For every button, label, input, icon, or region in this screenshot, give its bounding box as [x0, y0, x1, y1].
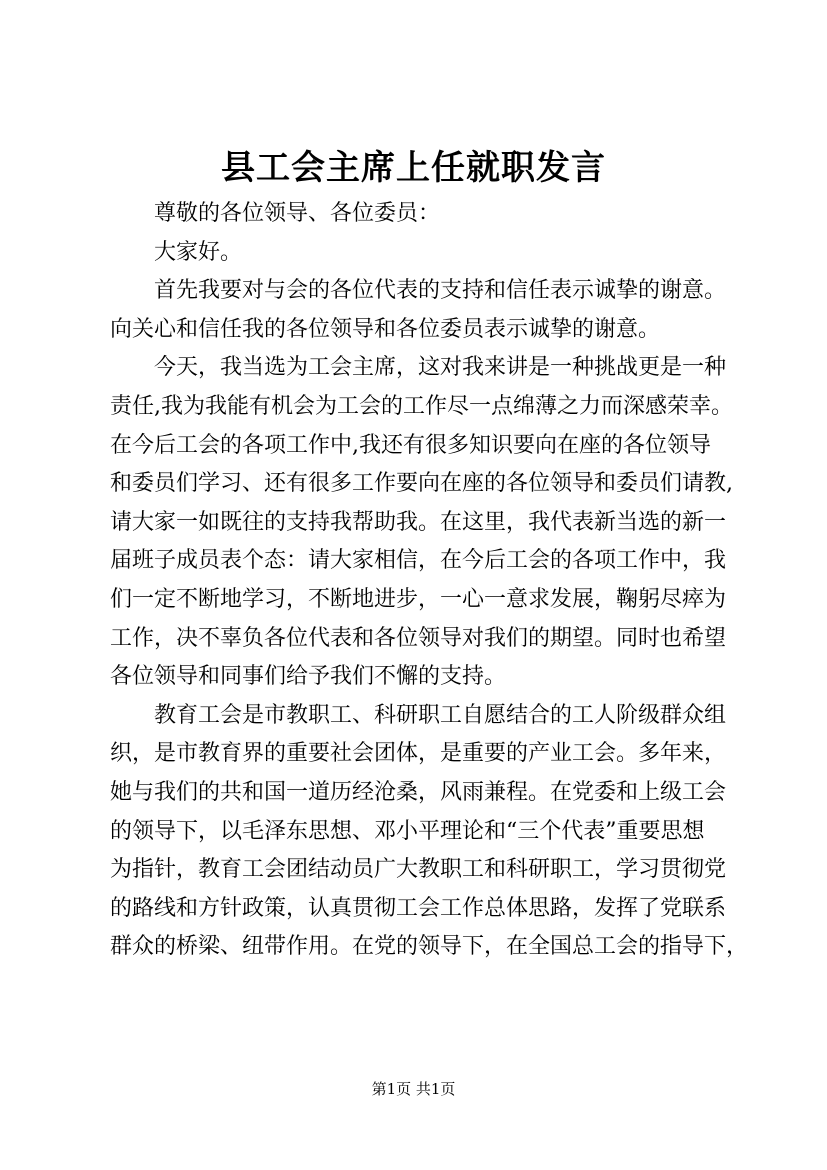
salutation-line: 尊敬的各位领导、各位委员： [154, 201, 441, 226]
paragraph-line: 责任,我为我能有机会为工会的工作尽一点绵薄之力而深感荣幸。 [110, 393, 733, 419]
paragraph-line: 今天，我当选为工会主席，这对我来讲是一种挑战更是一种 [154, 355, 727, 381]
paragraph-line: 工作，决不辜负各位代表和各位领导对我们的期望。同时也希望 [110, 625, 727, 651]
page-footer: 第1页 共1页 [371, 1080, 456, 1098]
paragraph-line: 首先我要对与会的各位代表的支持和信任表示诚挚的谢意。 [154, 278, 727, 304]
paragraph-line: 们一定不断地学习，不断地进步，一心一意求发展，鞠躬尽瘁为 [110, 586, 727, 612]
greeting-line: 大家好。 [154, 239, 243, 265]
paragraph-line: 届班子成员表个态：请大家相信，在今后工会的各项工作中，我 [110, 548, 727, 574]
paragraph-line: 的路线和方针政策，认真贯彻工会工作总体思路，发挥了党联系 [110, 895, 727, 921]
paragraph-line: 教育工会是市教职工、科研职工自愿结合的工人阶级群众组 [154, 702, 727, 728]
paragraph-line: 她与我们的共和国一道历经沧桑，风雨兼程。在党委和上级工会 [110, 779, 727, 805]
paragraph-line: 各位领导和同事们给予我们不懈的支持。 [110, 664, 507, 690]
paragraph-line: 的领导下，以毛泽东思想、邓小平理论和“三个代表”重要思想 [110, 818, 705, 844]
paragraph-line: 向关心和信任我的各位领导和各位委员表示诚挚的谢意。 [110, 316, 661, 342]
paragraph-line: 群众的桥梁、纽带作用。在党的领导下，在全国总工会的指导下， [110, 934, 749, 960]
paragraph-line: 请大家一如既往的支持我帮助我。在这里，我代表新当选的新一 [110, 509, 727, 535]
paragraph-line: 织，是市教育界的重要社会团体，是重要的产业工会。多年来， [110, 741, 727, 767]
document-title: 县工会主席上任就职发言 [221, 148, 606, 188]
paragraph-line: 在今后工会的各项工作中,我还有很多知识要向在座的各位领导 [110, 432, 711, 458]
paragraph-line: 和委员们学习、还有很多工作要向在座的各位领导和委员们请教, [110, 471, 733, 497]
document-body [110, 195, 749, 967]
paragraph-line: 为指针，教育工会团结动员广大教职工和科研职工，学习贯彻党 [110, 857, 727, 883]
